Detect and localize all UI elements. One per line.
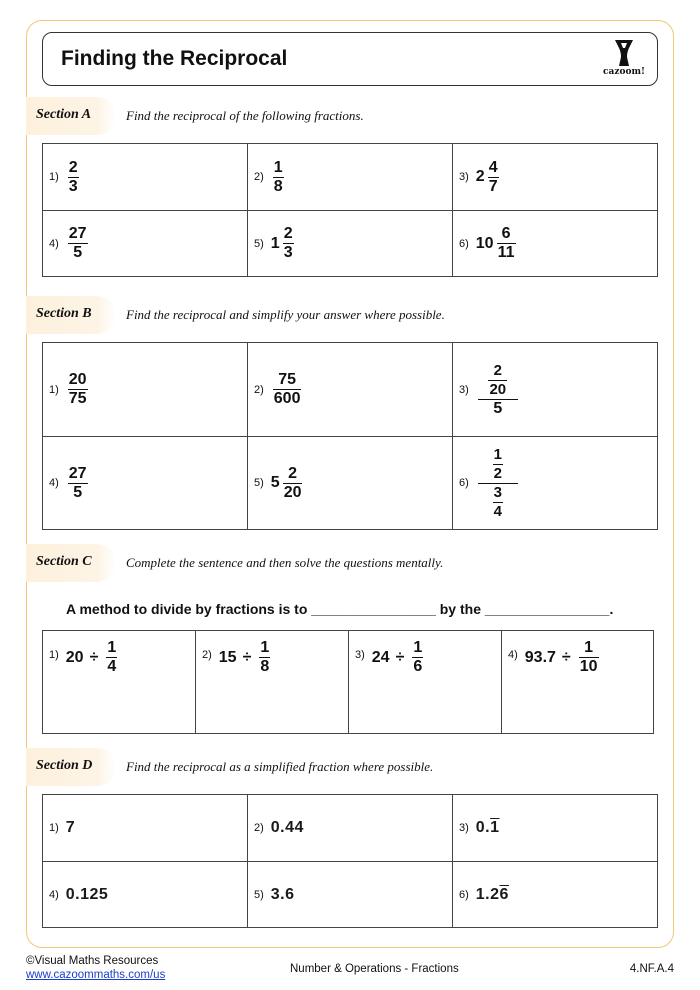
question-a4: 4) $\frac{27}{5}$ <box>43 211 248 276</box>
question-d1: 1) 7 <box>43 795 248 862</box>
question-c3: 3) 24 ÷ $\frac{1}{6}$ <box>349 631 502 733</box>
section-d-label: Section D <box>26 748 116 786</box>
fill-in-sentence: A method to divide by fractions is to ________________ by the ________________. <box>66 601 614 617</box>
section-a-grid <box>42 143 658 277</box>
section-b-instruction: Find the reciprocal and simplify your answer where possible. <box>126 307 445 322</box>
cazoom-logo <box>601 39 647 81</box>
question-c1: 1) 20 ÷ $\frac{1}{4}$ <box>43 631 196 733</box>
copyright-text: ©Visual Maths Resources <box>26 955 159 967</box>
question-d4: 4) 0.125 <box>43 862 248 927</box>
section-c-instruction: Complete the sentence and then solve the questions mentally. <box>126 555 444 570</box>
question-d6: 6) 1.2 6 <box>459 885 509 903</box>
page-title: Finding the Reciprocal <box>61 47 288 70</box>
section-a-instruction: Find the reciprocal of the following fractions. <box>126 108 364 123</box>
footer-credits <box>26 954 165 982</box>
question-c4: 4) 93.7 ÷ $\frac{1}{10}$ <box>508 639 598 675</box>
question-a3: 3) 2 $\frac{4}{7}$ <box>453 144 657 211</box>
section-b-label: Section B <box>26 296 116 334</box>
footer-standard-code: 4.NF.A.4 <box>629 963 674 975</box>
title-box <box>42 32 658 86</box>
section-d-instruction: Find the reciprocal as a simplified fraction where possible. <box>126 759 434 774</box>
section-a-label: Section A <box>26 97 116 135</box>
question-b6: 6) $\frac{\frac{1}{2}}{\frac{3}{4}}$ <box>453 437 657 529</box>
question-d2: 2) 0.44 <box>248 795 453 862</box>
question-b4: 4) $\frac{27}{5}$ <box>43 437 248 529</box>
question-a5: 5) 1 $\frac{2}{3}$ <box>248 211 453 276</box>
question-b3: 3) $\frac{\frac{2}{20}}{5}$ <box>453 343 657 437</box>
section-b-grid <box>42 342 658 530</box>
question-d3: 3) 0. 1 <box>453 795 657 862</box>
question-b5: 5) 5 $\frac{2}{20}$ <box>248 437 453 529</box>
question-a2: 2) $\frac{1}{8}$ <box>248 144 453 211</box>
question-d5: 5) 3.6 <box>248 862 453 927</box>
question-a6: 6) 10 $\frac{6}{11}$ <box>459 225 515 261</box>
trophy-icon <box>613 39 635 67</box>
footer-topic: Number & Operations - Fractions <box>290 963 459 975</box>
question-b1: 1) $\frac{20}{75}$ <box>43 343 248 437</box>
question-a1: 1) $\frac{2}{3}$ <box>43 144 248 211</box>
section-c-label: Section C <box>26 544 116 582</box>
website-link[interactable]: www.cazoommaths.com/us <box>26 969 166 981</box>
section-d-grid <box>42 794 658 928</box>
repeating-digit: 1 <box>490 819 500 836</box>
repeating-digit: 6 <box>499 885 509 903</box>
question-b2: 2) $\frac{75}{600}$ <box>248 343 453 437</box>
question-c2: 2) 15 ÷ $\frac{1}{8}$ <box>196 631 349 733</box>
section-c-grid <box>42 630 654 734</box>
logo-text: cazoom! <box>603 67 645 77</box>
